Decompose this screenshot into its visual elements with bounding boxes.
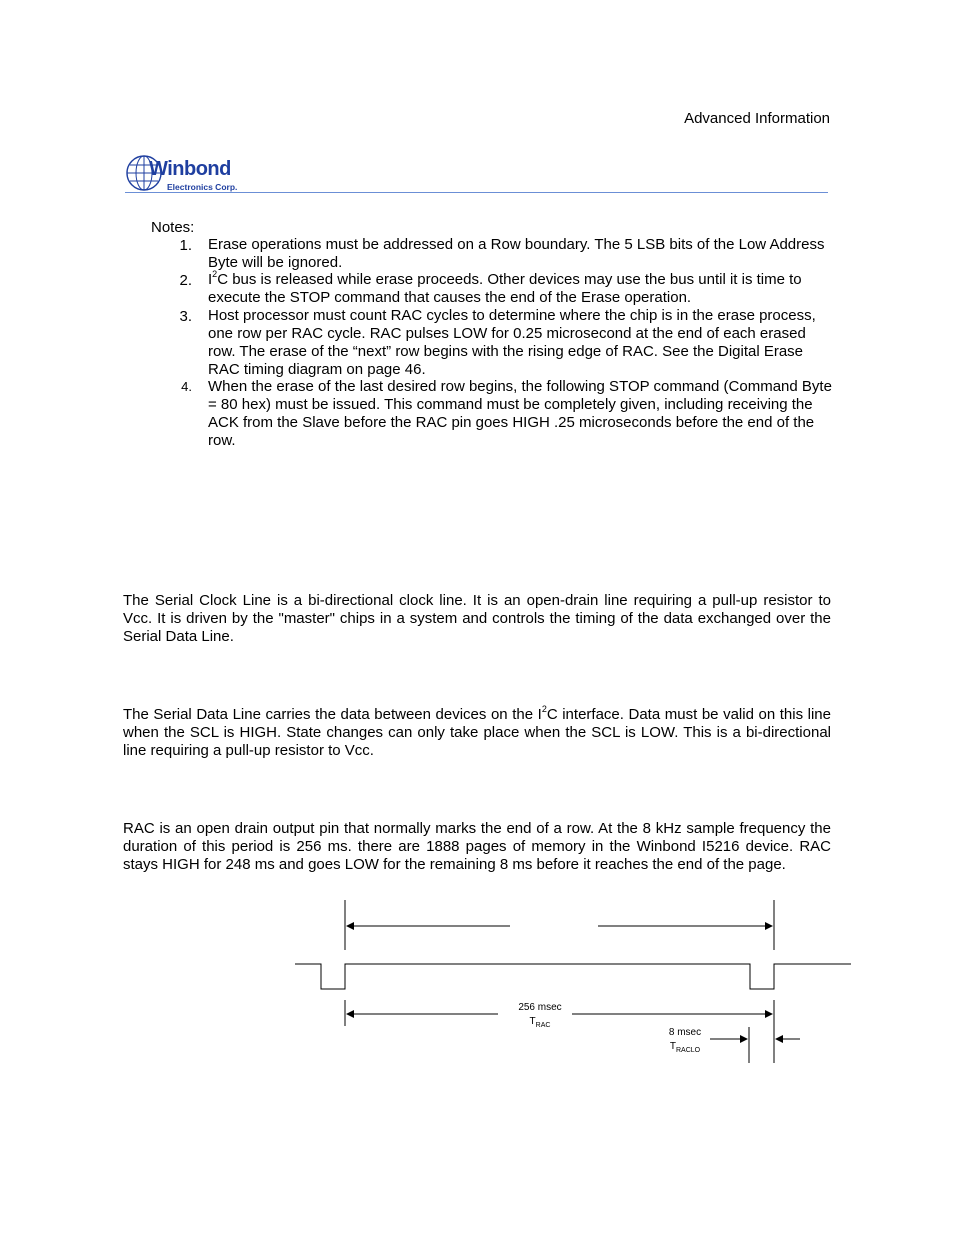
note-text: When the erase of the last desired row begins, the following STOP command (Command Byte = 80 hex) must be issued. This command must be completely given, including receiving the ACK from the Slave before the RAC pin goes HIGH .25 microseconds before the end of the row. [208, 378, 832, 449]
rac-description: RAC is an open drain output pin that normally marks the end of a row. At the 8 kHz sample frequency the duration of this period is 256 ms. there are 1888 pages of memory in the Winbond I5216 device. RAC stays HIGH for 248 ms and goes LOW for the remaining 8 ms before it reaches the end of the page. [123, 820, 831, 873]
note-text: Host processor must count RAC cycles to determine where the chip is in the erase process, one row per RAC cycle. RAC pulses LOW for 0.25 microsecond at the end of each erased row. The erase of the “next” row begins with the rising edge of RAC. See the Digital Erase RAC timing diagram on page 46. [208, 307, 816, 378]
superscript: 2 [212, 269, 218, 279]
rac-timing-diagram [290, 895, 855, 1070]
note-text-body: C bus is released while erase proceeds. Other devices may use the bus until it is time to execute the STOP command that causes the end of the Erase operation. [208, 271, 802, 306]
note-number: 2. [179, 272, 192, 289]
superscript: 2 [541, 704, 547, 714]
note-number: 3. [179, 308, 192, 325]
rac-waveform [290, 895, 855, 1070]
winbond-logo [125, 152, 255, 194]
sda-description [123, 706, 831, 760]
sda-text-prefix: The Serial Data Line carries the data between devices on the I [123, 706, 542, 723]
period-subscript: RAC [535, 1022, 551, 1029]
logo-wordmark: Winbond [149, 158, 231, 180]
header-rule [125, 192, 828, 193]
period-symbol: T [529, 1016, 536, 1027]
note-text-prefix: I [208, 271, 213, 288]
low-symbol-label [650, 1041, 720, 1052]
sda-text-body: C interface. Data must be valid on this line when the SCL is HIGH. State changes can only take place when the SCL is LOW. This is a bi-directional line requiring a pull-up resistor to Vcc. [123, 706, 831, 759]
document-status: Advanced Information [684, 110, 830, 127]
low-value-label: 8 msec [668, 1027, 702, 1038]
low-subscript: RACLO [675, 1047, 701, 1054]
period-value-label: 256 msec [518, 1002, 562, 1013]
scl-description: The Serial Clock Line is a bi-directional clock line. It is an open-drain line requiring a pull-up resistor to Vcc. It is driven by the "master" chips in a system and controls the timing of the data exchanged over the Serial Data Line. [123, 592, 831, 645]
low-symbol: T [669, 1041, 676, 1052]
period-symbol-label [495, 1016, 585, 1027]
note-text [208, 271, 833, 307]
note-number: 1. [179, 237, 192, 254]
note-text: Erase operations must be addressed on a Row boundary. The 5 LSB bits of the Low Address Byte will be ignored. [208, 236, 825, 271]
note-number: 4. [181, 379, 192, 394]
notes-heading: Notes: [151, 219, 195, 236]
logo-subtitle: Electronics Corp. [167, 182, 238, 192]
